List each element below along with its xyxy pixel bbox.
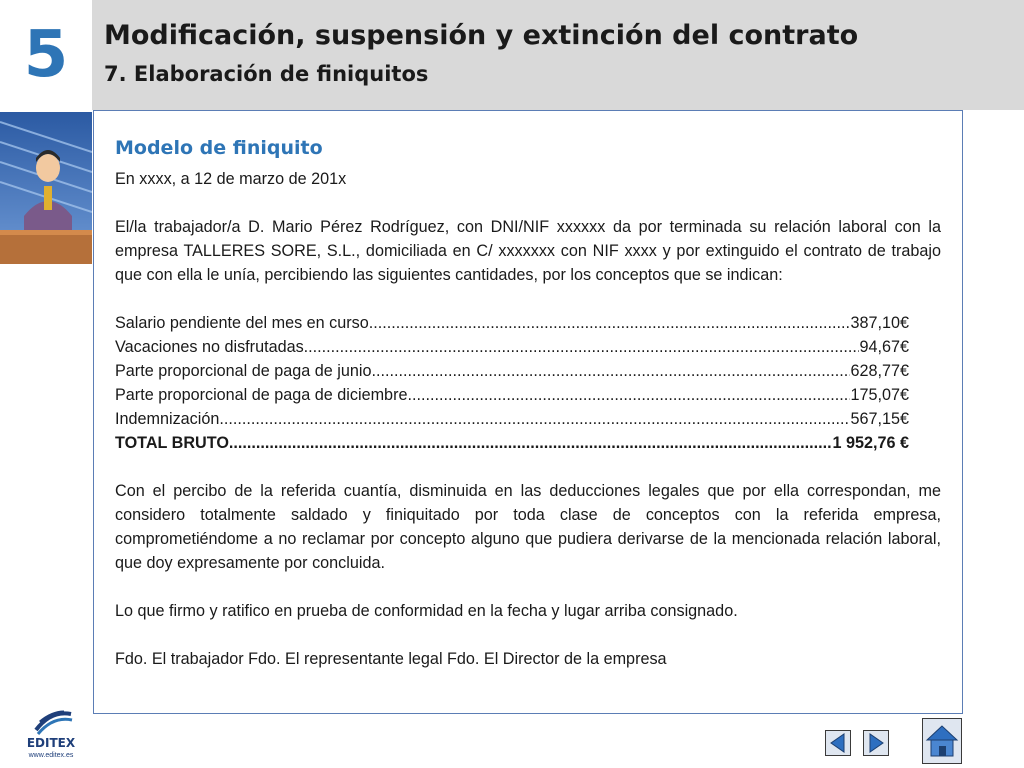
page-subtitle: 7. Elaboración de finiquitos <box>104 62 429 86</box>
editex-logo <box>16 708 86 764</box>
chapter-number: 5 <box>23 18 69 92</box>
logo-url: www.editex.es <box>28 752 74 759</box>
closing-paragraph: Con el percibo de la referida cuantía, disminuida en las deducciones legales que por ella correspondan, me considero totalmente saldado y finiquitado por toda clase de conceptos con la referida empresa, comprometiéndome a no reclamar por concepto alguno que pudiera derivarse de la mencionada relación laboral, que doy expresamente por concluida. <box>115 482 941 572</box>
list-item: Parte proporcional de paga de junio ..... 628,77€ <box>115 359 909 383</box>
previous-slide-button[interactable] <box>825 730 851 756</box>
content-card <box>93 110 963 714</box>
header-bar <box>92 0 1024 110</box>
presenter-illustration <box>0 112 92 264</box>
chapter-badge <box>0 0 92 110</box>
total-line: TOTAL BRUTO ..... 1 952,76 € <box>115 431 909 455</box>
settlement-items <box>115 311 941 455</box>
home-button[interactable] <box>922 718 962 764</box>
next-slide-button[interactable] <box>863 730 889 756</box>
page-title: Modificación, suspensión y extinción del contrato <box>104 20 859 51</box>
intro-paragraph: El/la trabajador/a D. Mario Pérez Rodríguez, con DNI/NIF xxxxxx da por terminada su relación laboral con la empresa TALLERES SORE, S.L., domiciliada en C/ xxxxxxx con NIF xxxx y por extinguido el contrato de trabajo que con ella le unía, percibiendo las siguientes cantidades, por los conceptos que se indican: <box>115 218 941 284</box>
ratify-paragraph: Lo que firmo y ratifico en prueba de conformidad en la fecha y lugar arriba consignado. <box>115 602 738 620</box>
list-item: Salario pendiente del mes en curso ..... 387,10€ <box>115 311 909 335</box>
list-item: Parte proporcional de paga de diciembre ..... 175,07€ <box>115 383 909 407</box>
signature-line: Fdo. El trabajador Fdo. El representante legal Fdo. El Director de la empresa <box>115 650 667 668</box>
logo-wordmark: EDITEX <box>26 736 76 750</box>
list-item: Vacaciones no disfrutadas ..... 94,67€ <box>115 335 909 359</box>
section-heading: Modelo de finiquito <box>115 137 323 159</box>
editex-logo-mark-icon <box>16 708 86 736</box>
date-line: En xxxx, a 12 de marzo de 201x <box>115 170 347 188</box>
list-item: Indemnización ..... 567,15€ <box>115 407 909 431</box>
